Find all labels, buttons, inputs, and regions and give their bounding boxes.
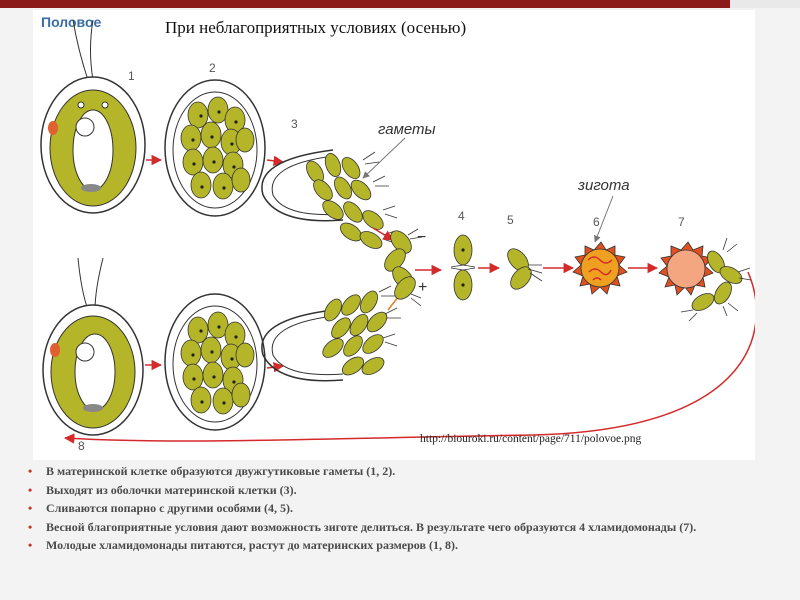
zygote-label: зигота [578,177,630,194]
stage-4-gametes [451,235,475,300]
mother-cell-bottom [43,258,143,435]
bullet-text: Выходят из оболочки материнской клетки (3). [46,482,297,497]
bullet-text: В материнской клетке образуются двужгутиковые гаметы (1, 2). [46,464,396,478]
bullet-item [28,464,768,480]
stage-label-8: 8 [78,439,85,453]
bullet-marker: • [28,538,33,552]
bullet-marker: • [28,464,33,478]
bullet-marker: • [28,519,33,534]
life-cycle-diagram [33,10,755,460]
released-gametes-bottom [319,288,390,379]
bullet-list [28,464,768,557]
bullet-text: Молодые хламидомонады питаются, растут до материнских размеров (1, 8). [46,538,458,552]
logo-word: Половое [41,14,102,30]
stage-label-1: 1 [128,69,135,83]
stage-label-6: 6 [593,215,600,229]
stage-label-2: 2 [209,61,216,75]
arrow-2-3-bottom [267,366,283,368]
bullet-marker: • [28,482,33,497]
bullet-text: Весной благоприятные условия дают возможность зиготе делиться. В результате чего образуются 4 хламидомонады (7). [46,519,697,534]
bullet-marker: • [28,501,33,515]
bullet-item [28,520,768,536]
slide-title: При неблагоприятных условиях (осенью) [165,18,467,37]
stage-label-7: 7 [678,215,685,229]
stage-5-gametes [504,245,542,293]
title-bar-right [730,0,800,8]
life-cycle-figure [33,10,755,460]
bullet-item [28,538,768,554]
bullet-item [28,483,768,499]
plus-sign: + [418,279,428,296]
mother-cell-gametes-bottom [165,294,265,430]
minus-sign: − [417,229,427,246]
bullet-item [28,501,768,517]
released-gametes-top [303,151,387,252]
title-bar-accent [0,0,800,8]
dividing-zygote [659,238,751,321]
mother-cell-top [41,20,145,213]
arrow-2-3 [267,160,283,162]
gametes-label: гаметы [378,121,436,138]
mother-cell-gametes-top [165,80,265,216]
stage-label-5: 5 [507,213,514,227]
stage-label-4: 4 [458,209,465,223]
source-url[interactable]: http://biouroki.ru/content/page/711/polovoe.png [420,433,642,445]
bullet-text: Сливаются попарно с другими особями (4, 5). [46,501,294,515]
stage-label-3: 3 [291,117,298,131]
zygote [573,242,627,294]
gametes-pointer [363,138,405,178]
